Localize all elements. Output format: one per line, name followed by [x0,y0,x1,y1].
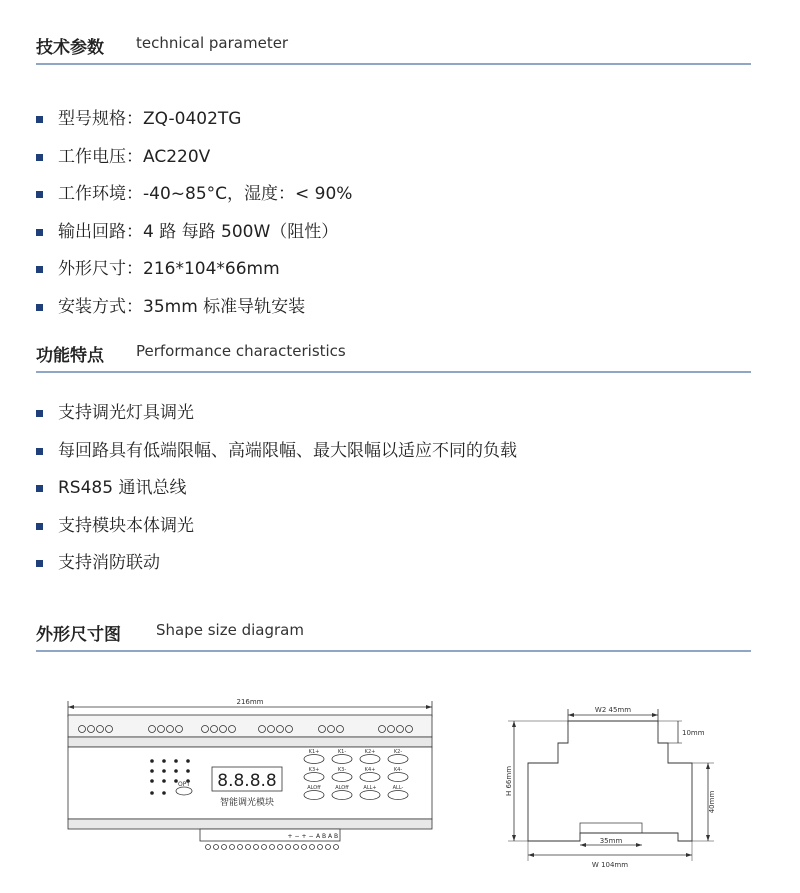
w2-label: W2 45mm [594,706,632,714]
bullet-square-icon [36,523,43,530]
bullet-square-icon [36,116,43,123]
perf-item: 支持消防联动 [36,552,517,590]
svg-text:K2+: K2+ [364,749,376,755]
perf-item: 每回路具有低端限幅、高端限幅、最大限幅以适应不同的负载 [36,440,517,478]
side-view-diagram [500,695,730,875]
svg-text:K3-: K3- [337,767,347,773]
svg-text:ALL-: ALL- [392,785,404,791]
svg-text:K2-: K2- [393,749,403,755]
svg-text:B: B [333,833,339,840]
svg-text:−: − [294,833,300,840]
bullet-square-icon [36,410,43,417]
perf-section-header [36,341,751,373]
bullet-square-icon [36,229,43,236]
perf-item: RS485 通讯总线 [36,477,517,515]
svg-text:A: A [327,833,333,840]
bullet-square-icon [36,191,43,198]
svg-text:K1+: K1+ [308,749,320,755]
tech-item: 安装方式：35mm 标准导轨安装 [36,296,352,334]
perf-item: 支持调光灯具调光 [36,402,517,440]
svg-text:+: + [301,833,307,840]
tech-item: 工作电压：AC220V [36,146,352,184]
bullet-square-icon [36,448,43,455]
front-view-diagram [60,695,440,855]
svg-text:K1-: K1- [337,749,347,755]
bullet-square-icon [36,266,43,273]
svg-text:K4-: K4- [393,767,403,773]
svg-text:−: − [308,833,314,840]
total-width-label: W 104mm [591,861,629,869]
top-step-label: 10mm [682,729,705,737]
tech-item: 输出回路：4 路 每路 500W（阻性） [36,221,352,259]
svg-text:+: + [287,833,293,840]
tech-item: 外形尺寸：216*104*66mm [36,258,352,296]
svg-text:A: A [315,833,321,840]
opt-label: OPT [177,781,191,788]
height-label: H 66mm [505,765,513,797]
bullet-square-icon [36,485,43,492]
perf-title-zh: 功能特点 [36,346,104,366]
front-width-label: 216mm [236,698,264,706]
bottom-terminal-labels [287,833,338,840]
bullet-square-icon [36,154,43,161]
svg-text:B: B [321,833,327,840]
tech-item: 型号规格：ZQ-0402TG [36,108,352,146]
module-name: 智能调光模块 [219,798,275,808]
svg-text:K4+: K4+ [364,767,376,773]
shape-title-en: Shape size diagram [156,621,304,639]
tech-title-en: technical parameter [136,34,289,52]
tech-item: 工作环境：-40~85°C，湿度：< 90% [36,183,352,221]
shape-section-header [36,620,751,652]
display-digits: 8.8.8.8 [217,771,277,791]
rail-width-label: 35mm [599,837,623,845]
tech-section-header [36,33,751,65]
svg-text:ALOff: ALOff [307,785,321,791]
perf-list [36,402,517,590]
shape-title-zh: 外形尺寸图 [36,625,121,645]
svg-text:ALL+: ALL+ [363,785,377,791]
svg-text:ALOff: ALOff [335,785,349,791]
svg-text:K3+: K3+ [308,767,320,773]
perf-title-en: Performance characteristics [136,342,346,360]
bullet-square-icon [36,304,43,311]
perf-item: 支持模块本体调光 [36,515,517,553]
rail-height-label: 40mm [708,790,716,814]
tech-title-zh: 技术参数 [36,38,104,58]
tech-list [36,108,352,333]
bullet-square-icon [36,560,43,567]
